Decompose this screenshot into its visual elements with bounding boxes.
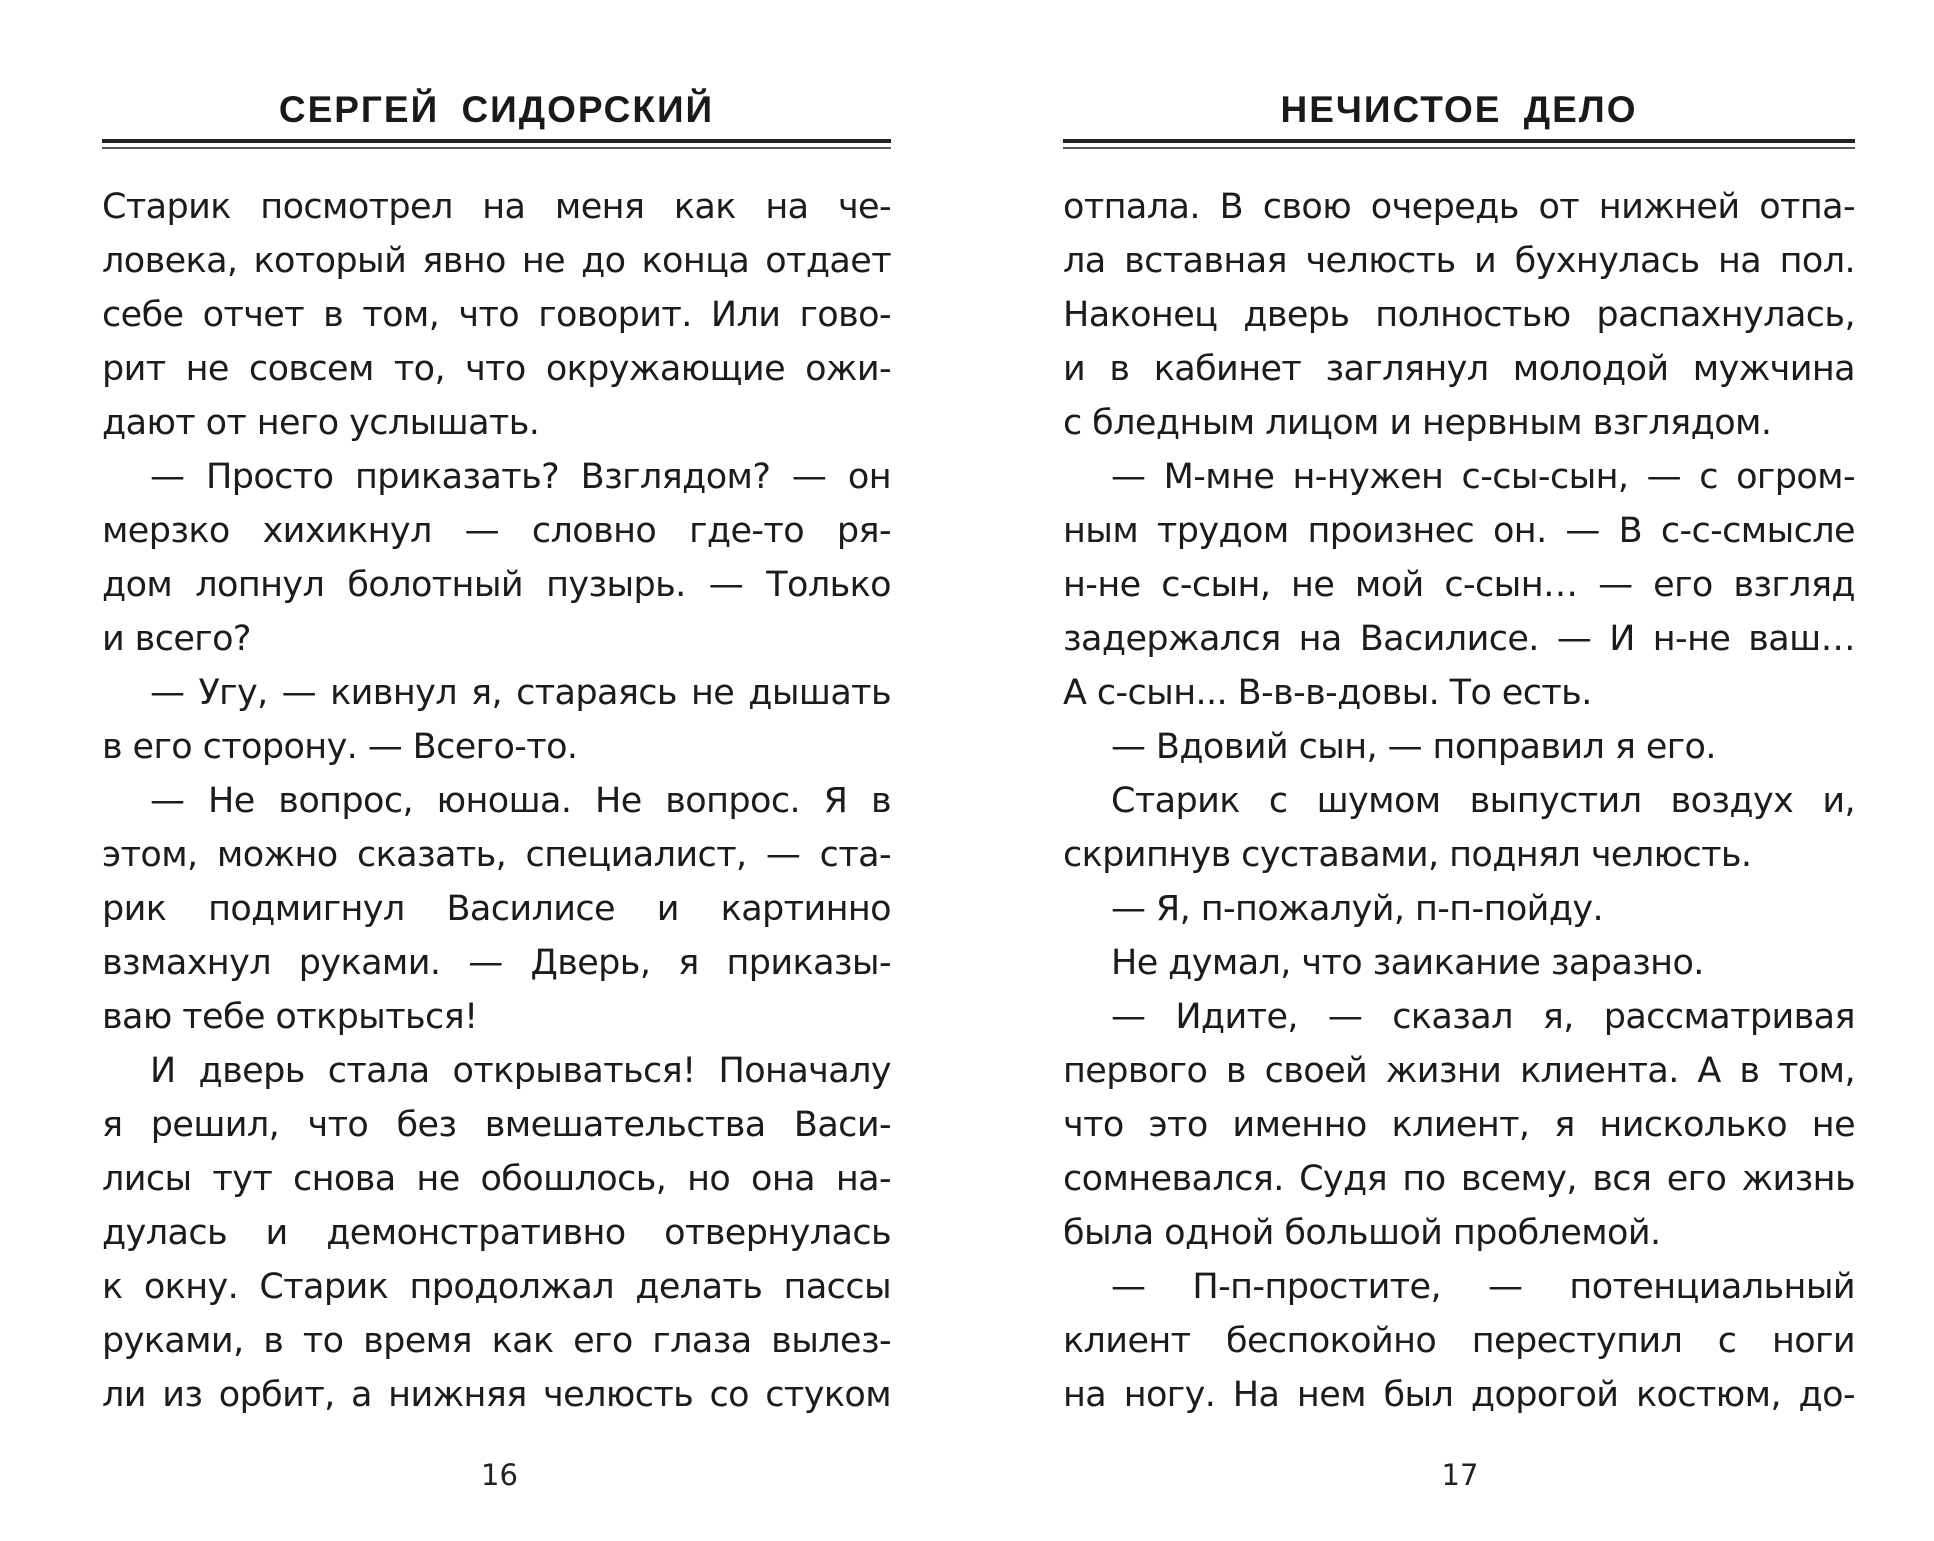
- text-line: ла вставная челюсть и бухнулась на пол.: [1063, 241, 1855, 281]
- text-line: н-не с-сын, не мой с-сын… — его взгляд: [1063, 565, 1855, 605]
- header-rule: [1063, 139, 1855, 150]
- header-rule-thin: [1063, 147, 1855, 149]
- text-line: этом, можно сказать, специалист, — ста-: [102, 835, 891, 875]
- text-line: рик подмигнул Василисе и картинно: [102, 889, 891, 929]
- text-line: — Вдовий сын, — поправил я его.: [1111, 727, 1716, 767]
- text-line: в его сторону. — Всего-то.: [102, 727, 578, 767]
- text-line: с бледным лицом и нервным взглядом.: [1063, 403, 1772, 443]
- text-line: — Не вопрос, юноша. Не вопрос. Я в: [150, 781, 891, 821]
- text-line: отпала. В свою очередь от нижней отпа-: [1063, 187, 1855, 227]
- text-line: И дверь стала открываться! Поначалу: [150, 1051, 891, 1091]
- text-line: — Просто приказать? Взглядом? — он: [150, 457, 891, 497]
- text-line: лисы тут снова не обошлось, но она на-: [102, 1159, 891, 1199]
- page-number: 16: [481, 1458, 518, 1492]
- body-text: [102, 180, 891, 1422]
- running-head-title: НЕЧИСТОЕ ДЕЛО: [1280, 89, 1638, 130]
- header-rule: [102, 139, 891, 150]
- running-head-author: СЕРГЕЙ СИДОРСКИЙ: [278, 89, 715, 130]
- text-line: дают от него услышать.: [102, 403, 540, 443]
- text-line: себе отчет в том, что говорит. Или гово-: [102, 295, 891, 335]
- text-line: скрипнув суставами, поднял челюсть.: [1063, 835, 1752, 875]
- text-line: первого в своей жизни клиента. А в том,: [1063, 1051, 1855, 1091]
- text-line: — Я, п-пожалуй, п-п-пойду.: [1111, 889, 1604, 929]
- header-rule-thick: [1063, 139, 1855, 143]
- text-line: что это именно клиент, я нисколько не: [1063, 1105, 1855, 1145]
- header-rule-thick: [102, 139, 891, 143]
- text-line: дом лопнул болотный пузырь. — Только: [102, 565, 891, 605]
- text-line: ли из орбит, а нижняя челюсть со стуком: [102, 1375, 891, 1415]
- text-line: ловека, который явно не до конца отдает: [102, 241, 891, 281]
- text-line: клиент беспокойно переступил с ноги: [1063, 1321, 1855, 1361]
- text-line: на ногу. На нем был дорогой костюм, до-: [1063, 1375, 1855, 1415]
- text-line: руками, в то время как его глаза вылез-: [102, 1321, 891, 1361]
- text-line: А с-сын... В-в-в-довы. То есть.: [1063, 673, 1592, 713]
- text-line: и в кабинет заглянул молодой мужчина: [1063, 349, 1855, 389]
- text-line: — М-мне н-нужен с-сы-сын, — с огром-: [1111, 457, 1855, 497]
- page-number: 17: [1441, 1458, 1479, 1492]
- text-line: мерзко хихикнул — словно где-то ря-: [102, 511, 891, 551]
- text-line: рит не совсем то, что окружающие ожи-: [102, 349, 891, 389]
- right-page: [1063, 0, 1855, 1541]
- text-line: я решил, что без вмешательства Васи-: [102, 1105, 891, 1145]
- text-line: — Угу, — кивнул я, стараясь не дышать: [150, 673, 891, 713]
- text-line: Старик с шумом выпустил воздух и,: [1111, 781, 1855, 821]
- text-line: взмахнул руками. — Дверь, я приказы-: [102, 943, 891, 983]
- text-line: и всего?: [102, 619, 251, 659]
- text-line: была одной большой проблемой.: [1063, 1213, 1661, 1253]
- text-line: ваю тебе открыться!: [102, 997, 478, 1037]
- text-line: сомневался. Судя по всему, вся его жизнь: [1063, 1159, 1855, 1199]
- text-line: задержался на Василисе. — И н-не ваш…: [1063, 619, 1855, 659]
- body-text: [1063, 180, 1855, 1422]
- text-line: ным трудом произнес он. — В с-с-смысле: [1063, 511, 1855, 551]
- text-line: Старик посмотрел на меня как на че-: [102, 187, 891, 227]
- text-line: — Идите, — сказал я, рассматривая: [1111, 997, 1855, 1037]
- text-line: — П-п-простите, — потенциальный: [1111, 1267, 1855, 1307]
- text-line: Не думал, что заикание заразно.: [1111, 943, 1704, 983]
- text-line: дулась и демонстративно отвернулась: [102, 1213, 891, 1253]
- text-line: к окну. Старик продолжал делать пассы: [102, 1267, 891, 1307]
- left-page: [102, 0, 891, 1541]
- text-line: Наконец дверь полностью распахнулась,: [1063, 295, 1855, 335]
- header-rule-thin: [102, 147, 891, 149]
